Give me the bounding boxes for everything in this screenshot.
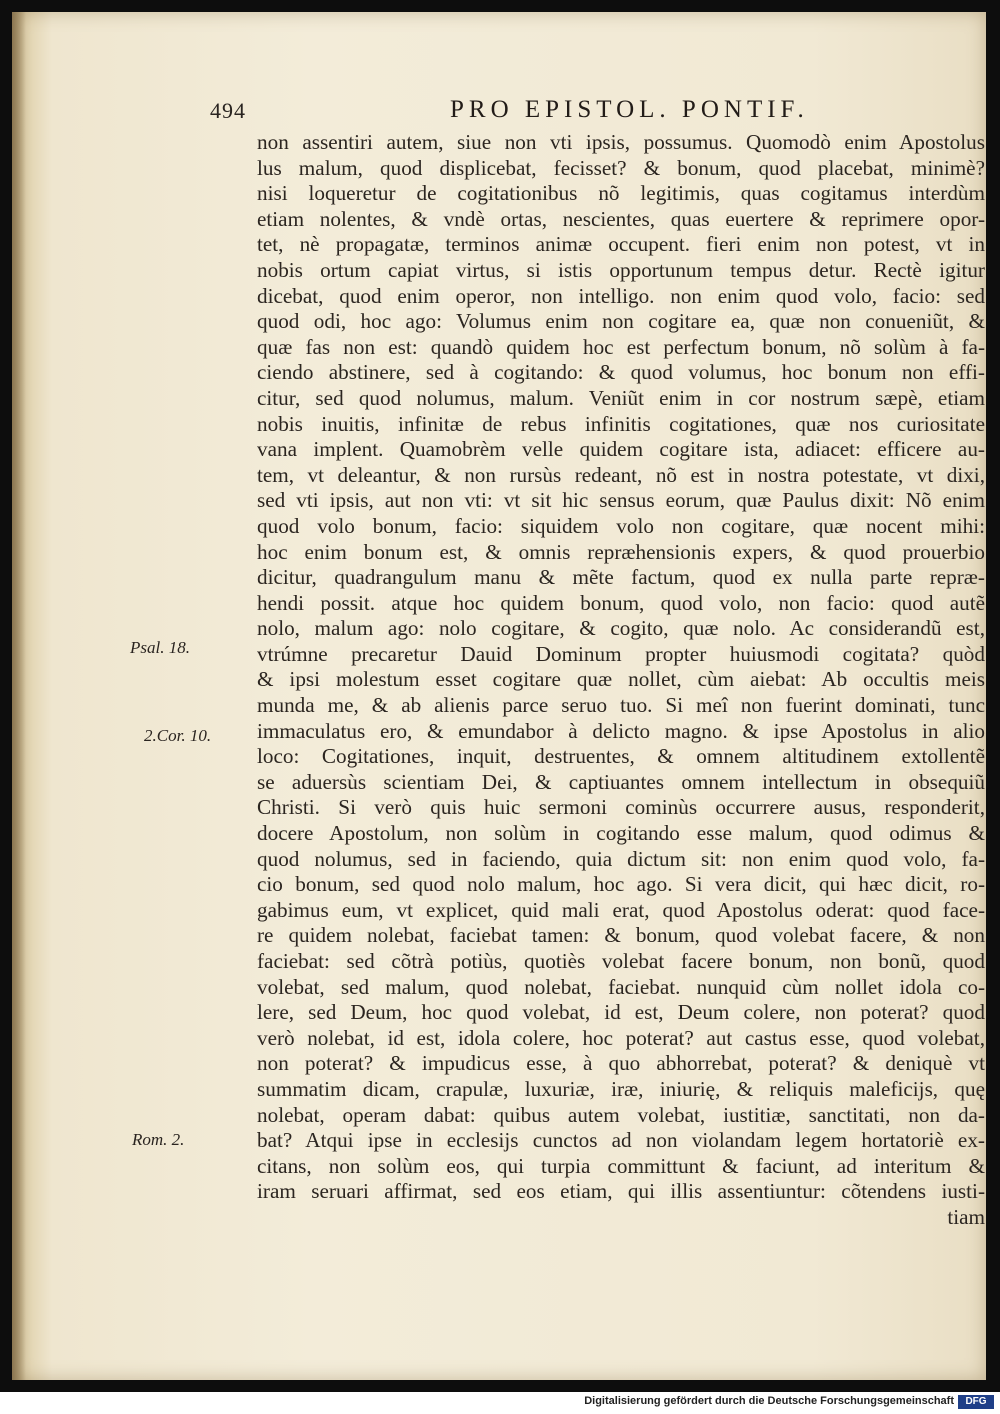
margin-note-romans: Rom. 2. (132, 1130, 185, 1149)
margin-note-psalm: Psal. 18. (130, 638, 190, 657)
text-line: iram seruari affirmat, sed eos etiam, qui illis assentiuntur: cõtendens iusti- (257, 1179, 985, 1204)
text-line: & ipsi molestum esset cogitare quæ nollet, cùm aiebat: Ab occultis meis (257, 667, 985, 692)
text-line: re quidem nolebat, faciebat tamen: & bonum, quod volebat facere, & non (257, 923, 985, 948)
text-line: nisi loqueretur de cogitationibus nõ legitimis, quas cogitamus interdùm (257, 181, 985, 206)
text-line: summatim dicam, crapulæ, luxuriæ, iræ, iniurię, & reliquis maleficijs, quę (257, 1076, 985, 1101)
text-line: dicebat, quod enim operor, non intelligo. non enim quod volo, facio: sed (257, 283, 985, 308)
text-line: dicitur, quadrangulum manu & mẽte factum, quod ex nulla parte repræ- (257, 565, 985, 590)
footer-bar (0, 1392, 1000, 1414)
text-line: etiam nolentes, & vndè ortas, nescientes, quas euertere & reprimere opor- (257, 206, 985, 231)
text-line: nolo, malum ago: nolo cogitare, & cogito, quæ nolo. Ac considerandũ est, (257, 616, 985, 641)
text-line: quod odi, hoc ago: Volumus enim non cogitare ea, quæ non conueniũt, & (257, 309, 985, 334)
text-line: non assentiri autem, siue non vti ipsis, possumus. Quomodò enim Apostolus (257, 130, 985, 154)
text-line: immaculatus ero, & emundabor à delicto magno. & ipse Apostolus in alio (257, 718, 985, 743)
text-line: vtrúmne precaretur Dauid Dominum propter huiusmodi cogitata? quòd (257, 641, 985, 666)
text-line: lere, sed Deum, hoc quod volebat, id est, Deum colere, non poterat? quod (257, 1000, 985, 1025)
text-line: cio bonum, sed quod nolo malum, hoc ago. Si vera dicit, qui hæc dicit, ro- (257, 872, 985, 897)
text-line: lus malum, quod displicebat, fecisset? & bonum, quod placebat, minimè? (257, 155, 985, 180)
text-line: munda me, & ab alienis parce seruo tuo. Si meî non fuerint dominati, tunc (257, 693, 985, 718)
text-line: volebat, sed malum, quod nolebat, faciebat. nunquid cùm nollet idola co- (257, 974, 985, 999)
page-header (12, 98, 986, 132)
text-line: Christi. Si verò quis huic sermoni cominùs occurrere ausus, responderit, (257, 795, 985, 820)
text-line: se aduersùs scientiam Dei, & captiuantes omnem intellectum in obsequiũ (257, 769, 985, 794)
text-line: ciendo abstinere, sed à cogitando: & quod volumus, hoc bonum non effi- (257, 360, 985, 385)
page-gutter-shadow (12, 12, 26, 1380)
text-line: tet, nè propagatæ, terminos animæ occupent. fieri enim non potest, vt in (257, 232, 985, 257)
text-line: loco: Cogitationes, inquit, destruentes, & omnem altitudinem extollentẽ (257, 744, 985, 769)
text-line: hendi possit. atque hoc quidem bonum, quod volo, non facio: quod autẽ (257, 590, 985, 615)
text-line: nolebat, operam dabat: quibus autem volebat, iustitiæ, sanctitati, non da- (257, 1102, 985, 1127)
text-line: docere Apostolum, non solùm in cogitando esse malum, quod odimus & (257, 821, 985, 846)
text-line: gabimus eum, vt explicet, quid mali erat, quod Apostolus oderat: quod face- (257, 897, 985, 922)
page-number: 494 (210, 98, 246, 123)
dfg-logo: DFG (958, 1395, 994, 1409)
text-line: tiam (947, 1204, 985, 1229)
book-page (12, 12, 986, 1380)
text-line: tem, vt deleantur, & non rursùs redeant, nõ est in nostra potestate, vt dixi, (257, 462, 985, 487)
text-line: citans, non solùm eos, qui turpia committunt & faciunt, ad interitum & (257, 1153, 985, 1178)
text-line: sed vti ipsis, aut non vti: vt sit hic sensus eorum, quæ Paulus dixit: Nõ enim (257, 488, 985, 513)
text-line: faciebat: sed cõtrà potiùs, quotiès volebat facere bonum, non bonũ, quod (257, 949, 985, 973)
text-line: nobis inuitis, infinitæ de rebus infinitis cogitationes, quæ nos curiositate (257, 411, 985, 436)
text-line: nobis ortum capiat virtus, si istis opportunum tempus detur. Rectè igitur (257, 257, 985, 282)
text-line: quod nolumus, sed in faciendo, quia dictum sit: non enim quod volo, fa- (257, 846, 985, 871)
text-line: citur, sed quod nolumus, malum. Veniũt enim in cor nostrum sæpè, etiam (257, 385, 985, 410)
body-text (257, 130, 985, 1231)
running-head: PRO EPISTOL. PONTIF. (450, 96, 809, 123)
text-line: bat? Atqui ipse in ecclesijs cunctos ad non violandam legem hortatoriè ex- (257, 1128, 985, 1153)
funding-credit: Digitalisierung gefördert durch die Deutsche Forschungsgemeinschaft (584, 1395, 954, 1407)
text-line: quod volo bonum, facio: siquidem volo non cogitare, quæ nocent mihi: (257, 513, 985, 538)
text-line: quæ fas non est: quandò quidem hoc est perfectum bonum, nõ solùm à fa- (257, 334, 985, 359)
margin-note-corinthians: 2.Cor. 10. (144, 726, 212, 745)
text-line: vana implent. Quamobrèm velle quidem cogitare ista, adiacet: efficere au- (257, 437, 985, 462)
text-line: verò nolebat, id est, idola colere, hoc poterat? aut castus esse, quod volebat, (257, 1025, 985, 1050)
text-line: hoc enim bonum est, & omnis repræhensionis expers, & quod prouerbio (257, 539, 985, 564)
text-line: non poterat? & impudicus esse, à quo abhorrebat, poterat? & deniquè vt (257, 1051, 985, 1076)
